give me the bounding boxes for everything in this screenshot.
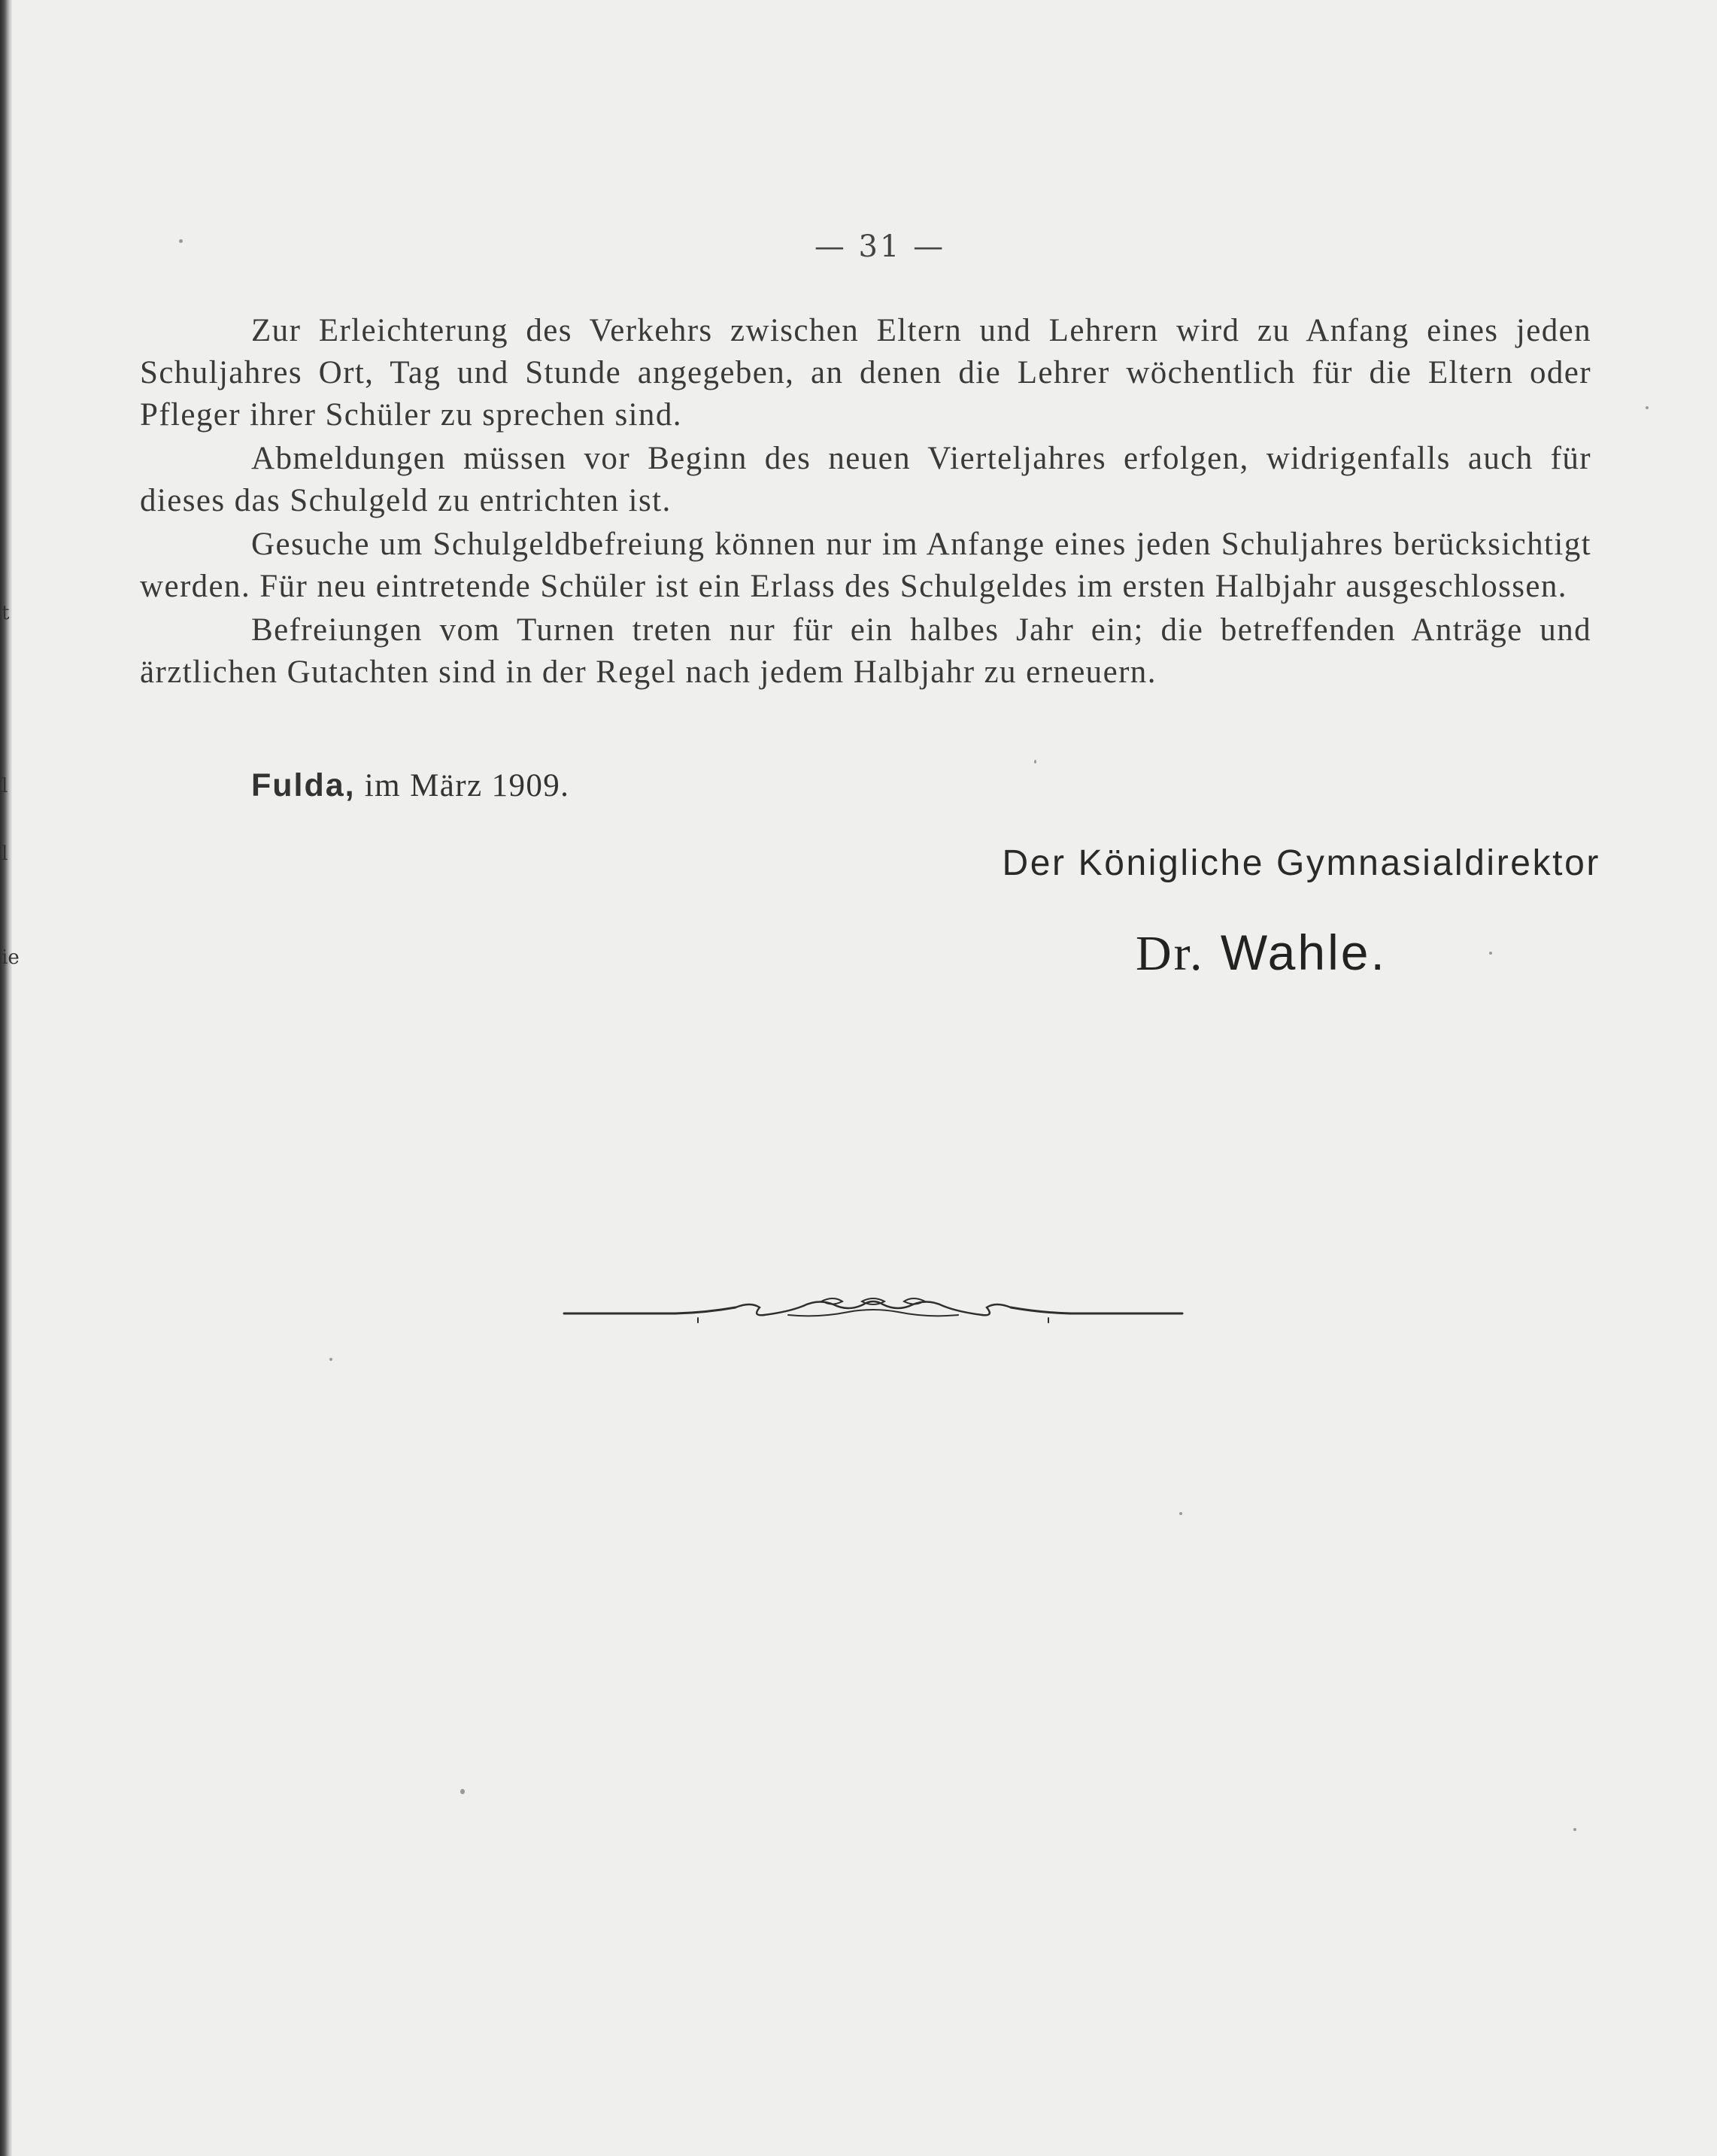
dateline-city: Fulda, [251, 767, 356, 803]
page-number: — 31 — [814, 229, 946, 264]
binding-edge [0, 0, 12, 2156]
paper-speck [1034, 760, 1036, 764]
signature-name-surname: Wahle. [1204, 925, 1387, 980]
dateline-date: im März 1909. [355, 768, 570, 803]
paper-speck [1646, 406, 1649, 409]
paragraph-gym-exemption: Befreiungen vom Turnen treten nur für ein halbes Jahr ein; die betreffenden Anträge und ärztlichen Gutachten sind in der Regel nach jedem Halbjahr zu erneuern. [140, 612, 1591, 690]
signature-name [1136, 924, 1387, 982]
paper-speck [1489, 952, 1492, 955]
paper-speck [1179, 1512, 1182, 1515]
paper-speck [179, 239, 183, 243]
margin-fragment: t [2, 602, 10, 624]
margin-fragment: ie [2, 946, 20, 969]
paper-speck [1573, 1828, 1576, 1831]
margin-fragment: l [2, 775, 8, 797]
paper-speck [329, 1358, 332, 1361]
paragraph-parent-teacher-meetings: Zur Erleichterung des Verkehrs zwischen Eltern und Lehrern wird zu Anfang eines jeden Schuljahres Ort, Tag und Stunde angegeben, an denen die Lehrer wöchentlich für die Eltern oder Pfleger ihrer Schüler zu sprechen sind. [140, 313, 1591, 433]
ornament-divider-icon [563, 1285, 1184, 1327]
paragraph-withdrawals: Abmeldungen müssen vor Beginn des neuen Vierteljahres erfolgen, widrigenfalls auch für dieses das Schulgeld zu entrichten ist. [140, 441, 1591, 518]
margin-fragment: l [2, 843, 8, 865]
paragraph-fee-exemption: Gesuche um Schulgeldbefreiung können nur im Anfange eines jeden Schuljahres berücksichtigt werden. Für neu eintretende Schüler ist ein Erlass des Schulgeldes im ersten Halbjahr ausgeschlossen. [140, 527, 1591, 604]
signature-title: Der Königliche Gymnasialdirektor [1002, 843, 1600, 883]
dateline [251, 767, 569, 804]
signature-name-prefix: Dr. [1136, 926, 1205, 981]
body-text [140, 310, 1591, 695]
paper-speck [460, 1789, 465, 1794]
